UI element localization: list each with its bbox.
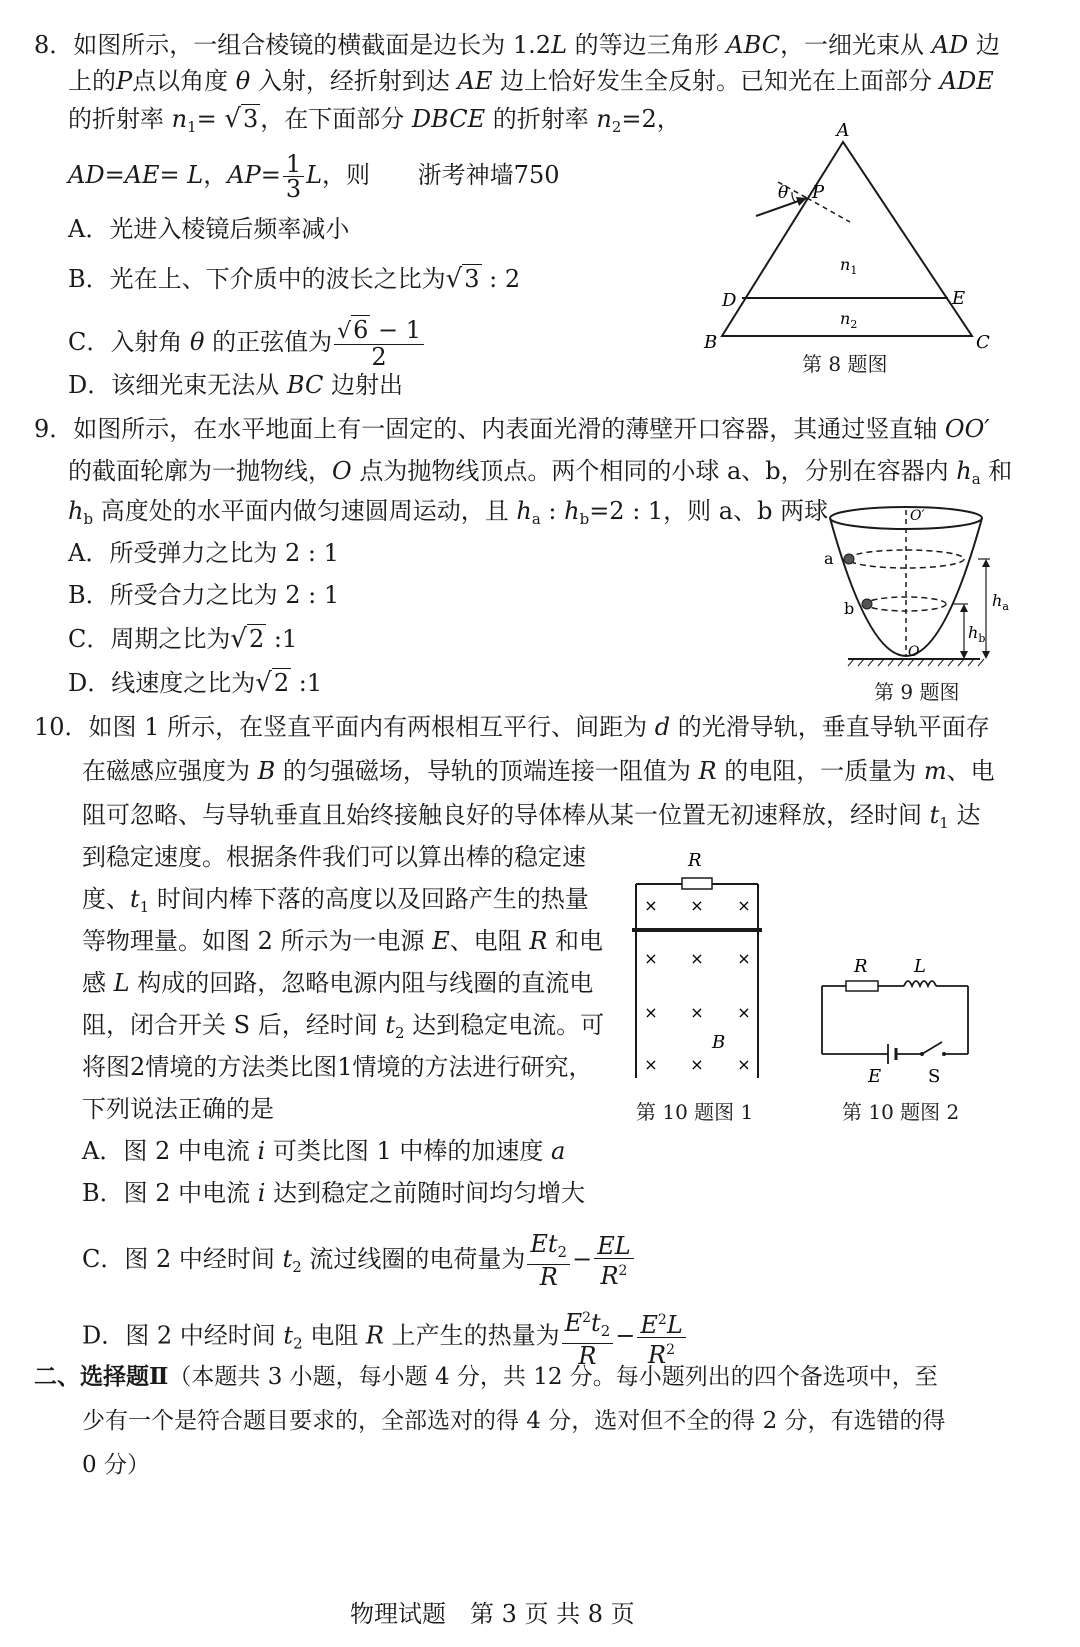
- paraboloid-diagram: [818, 504, 1038, 679]
- svg-text:×: ×: [737, 949, 751, 968]
- watermark-text: 浙考神墙750: [417, 161, 560, 189]
- q10-line10: 下列说法正确的是: [82, 1095, 274, 1123]
- hb-arrow-up-icon: [960, 604, 968, 612]
- label-e-source: E: [868, 1066, 882, 1087]
- q10-number: 10．: [34, 713, 89, 741]
- theta-arc: [792, 192, 795, 202]
- q10-line9: 将图2情境的方法类比图1情境的方法进行研究，: [82, 1053, 593, 1081]
- ground-hatching: [848, 659, 984, 666]
- q9-stem-line3: $h_b$ 高度处的水平面内做匀速圆周运动，且 $h_a$ : $h_b=2$ : 1，则 a、b 两球: [68, 497, 829, 528]
- q8-number: 8．: [34, 31, 74, 59]
- q9-figure-container: [818, 504, 1038, 679]
- q9-option-b: B．所受合力之比为 2 : 1: [68, 581, 340, 609]
- q10-figure-2-circuit: [812, 950, 982, 1090]
- q10-figure-1-rails: [626, 846, 776, 1086]
- label-n1: $n_1$: [840, 255, 858, 277]
- ball-a: [844, 554, 854, 564]
- svg-text:×: ×: [644, 949, 658, 968]
- q10-d-fraction-1: $\frac{E^2t_2}{R}$: [562, 1306, 614, 1368]
- svg-text:×: ×: [644, 1003, 658, 1022]
- q8-stem-line3: 的折射率 $n_1= √3$，在下面部分 DBCE 的折射率 $n_2=2$，: [68, 104, 681, 136]
- svg-text:×: ×: [690, 949, 704, 968]
- label-b: B: [704, 332, 718, 353]
- label-ha: $h_a$: [992, 591, 1009, 613]
- triangle-abc: [722, 142, 972, 336]
- ball-b: [862, 599, 872, 609]
- q10-option-d: D．图 2 中经时间 $t_2$ 电阻 R 上产生的热量为 $\frac{E^2t_2}{R}$ − $\frac{E^2L}{R^2}$: [82, 1306, 688, 1368]
- label-ball-a: a: [824, 549, 834, 568]
- q8-option-c: C．入射角 θ 的正弦值为 $\frac{√6 - 1}{2}$: [68, 318, 426, 369]
- label-r2: R: [854, 956, 868, 977]
- section2-heading: 二、选择题Ⅱ（本题共 3 小题，每小题 4 分，共 12 分。每小题列出的四个备选项中，至: [34, 1363, 938, 1390]
- q8-stem-line4: AD=AE= L，AP= $\frac{1}{3}$ L，则 浙考神墙750: [68, 150, 560, 203]
- switch-s-blade: [922, 1042, 942, 1054]
- prism-diagram: [700, 122, 1000, 382]
- label-s-switch: S: [928, 1066, 941, 1087]
- q9-stem-line2: 的截面轮廓为一抛物线，O 点为抛物线顶点。两个相同的小球 a、b，分别在容器内 $h_a$ 和: [68, 457, 1013, 488]
- q10-figure-1-caption: 第 10 题图 1: [636, 1100, 754, 1124]
- q10-line3: 阻可忽略、与导轨垂直且始终接触良好的导体棒从某一位置无初速释放，经时间 $t_1$ 达: [82, 801, 981, 832]
- label-e: E: [952, 288, 966, 309]
- q10-c-fraction-1: $\frac{Et_2}{R}$: [527, 1232, 570, 1289]
- q10-line4: 到稳定速度。根据条件我们可以算出棒的稳定速: [82, 843, 586, 871]
- q8-figure-prism: [700, 122, 1000, 382]
- q10-figure-2-caption: 第 10 题图 2: [842, 1100, 960, 1124]
- section2-desc-line3: 0 分）: [82, 1452, 150, 1478]
- label-n2: $n_2$: [840, 309, 858, 331]
- inductor-coil: [904, 981, 936, 986]
- q8-option-b: B．光在上、下介质中的波长之比为√3 : 2: [68, 264, 521, 294]
- q10-line7: 感 L 构成的回路，忽略电源内阻与线圈的直流电: [82, 969, 594, 997]
- q8-option-c-fraction: $\frac{√6 - 1}{2}$: [334, 318, 424, 369]
- svg-text:×: ×: [644, 896, 658, 915]
- q8-stem-line2: 上的P点以角度 θ 入射，经折射到达 AE 边上恰好发生全反射。已知光在上面部分 ADE: [68, 67, 994, 95]
- q10-line1: 10．如图 1 所示，在竖直平面内有两根相互平行、间距为 d 的光滑导轨，垂直导轨平面存: [34, 713, 990, 741]
- label-l: L: [914, 956, 926, 977]
- ha-arrow-down-icon: [982, 651, 990, 659]
- page-footer: 物理试题 第 3 页 共 8 页: [350, 1600, 635, 1628]
- label-o-prime: O′: [910, 508, 925, 524]
- q10-line2: 在磁感应强度为 B 的匀强磁场，导轨的顶端连接一阻值为 R 的电阻，一质量为 m、电: [82, 757, 995, 785]
- q10-line5: 度、$t_1$ 时间内棒下落的高度以及回路产生的热量: [82, 885, 589, 916]
- svg-text:×: ×: [690, 896, 704, 915]
- ha-arrow-up-icon: [982, 559, 990, 567]
- svg-text:×: ×: [737, 896, 751, 915]
- q9-stem-line1: 9．如图所示，在水平地面上有一固定的、内表面光滑的薄壁开口容器，其通过竖直轴 OO′: [34, 415, 990, 443]
- q8-figure-caption: 第 8 题图: [802, 352, 888, 376]
- label-d: D: [722, 290, 737, 311]
- resistor-r: [682, 878, 712, 889]
- magnetic-field-crosses: [644, 896, 750, 1074]
- label-a: A: [836, 120, 850, 141]
- svg-text:×: ×: [690, 1055, 704, 1074]
- q10-d-fraction-2: $\frac{E^2L}{R^2}$: [637, 1308, 685, 1367]
- q10-line8: 阻，闭合开关 S 后，经时间 $t_2$ 达到稳定电流。可: [82, 1011, 605, 1042]
- q8-option-d: D．该细光束无法从 BC 边射出: [68, 371, 403, 399]
- q8-stem-line1: 8．如图所示，一组合棱镜的横截面是边长为 1.2L 的等边三角形 ABC，一细光束从 AD 边: [34, 31, 1000, 59]
- q8-frac-one-third: $\frac{1}{3}$: [283, 152, 304, 201]
- hb-arrow-down-icon: [960, 651, 968, 659]
- rails-diagram: [626, 846, 776, 1086]
- q9-option-c: C．周期之比为√2 :1: [68, 624, 298, 654]
- q9-option-d: D．线速度之比为√2 :1: [68, 668, 323, 698]
- q9-option-a: A．所受弹力之比为 2 : 1: [68, 539, 339, 567]
- section2-title: 二、选择题Ⅱ: [34, 1363, 169, 1390]
- label-theta: θ: [778, 183, 789, 203]
- q10-line6: 等物理量。如图 2 所示为一电源 E、电阻 R 和电: [82, 927, 604, 955]
- svg-text:×: ×: [737, 1003, 751, 1022]
- label-o: O: [908, 644, 920, 660]
- section2-desc-line2: 少有一个是符合题目要求的，全部选对的得 4 分，选对但不全的得 2 分，有选错的得: [82, 1408, 946, 1434]
- label-hb: $h_b$: [968, 623, 986, 645]
- label-c: C: [976, 332, 990, 353]
- rl-circuit-diagram: [812, 950, 982, 1090]
- q10-option-c: C．图 2 中经时间 $t_2$ 流过线圈的电荷量为 $\frac{Et_2}{R}$ − $\frac{EL}{R^2}$: [82, 1232, 636, 1289]
- label-b-field: B: [712, 1032, 726, 1053]
- svg-text:×: ×: [644, 1055, 658, 1074]
- q10-c-fraction-2: $\frac{EL}{R^2}$: [594, 1234, 633, 1288]
- q8-option-a: A．光进入棱镜后频率减小: [68, 215, 350, 243]
- q9-number: 9．: [34, 415, 74, 443]
- label-ball-b: b: [844, 599, 855, 618]
- q10-option-b: B．图 2 中电流 i 达到稳定之前随时间均匀增大: [82, 1179, 586, 1207]
- resistor-r2: [846, 981, 878, 991]
- label-r: R: [688, 850, 702, 871]
- q10-option-a: A．图 2 中电流 i 可类比图 1 中棒的加速度 a: [82, 1137, 566, 1165]
- svg-text:×: ×: [690, 1003, 704, 1022]
- q9-figure-caption: 第 9 题图: [874, 680, 960, 704]
- label-p: P: [812, 182, 825, 203]
- svg-text:×: ×: [737, 1055, 751, 1074]
